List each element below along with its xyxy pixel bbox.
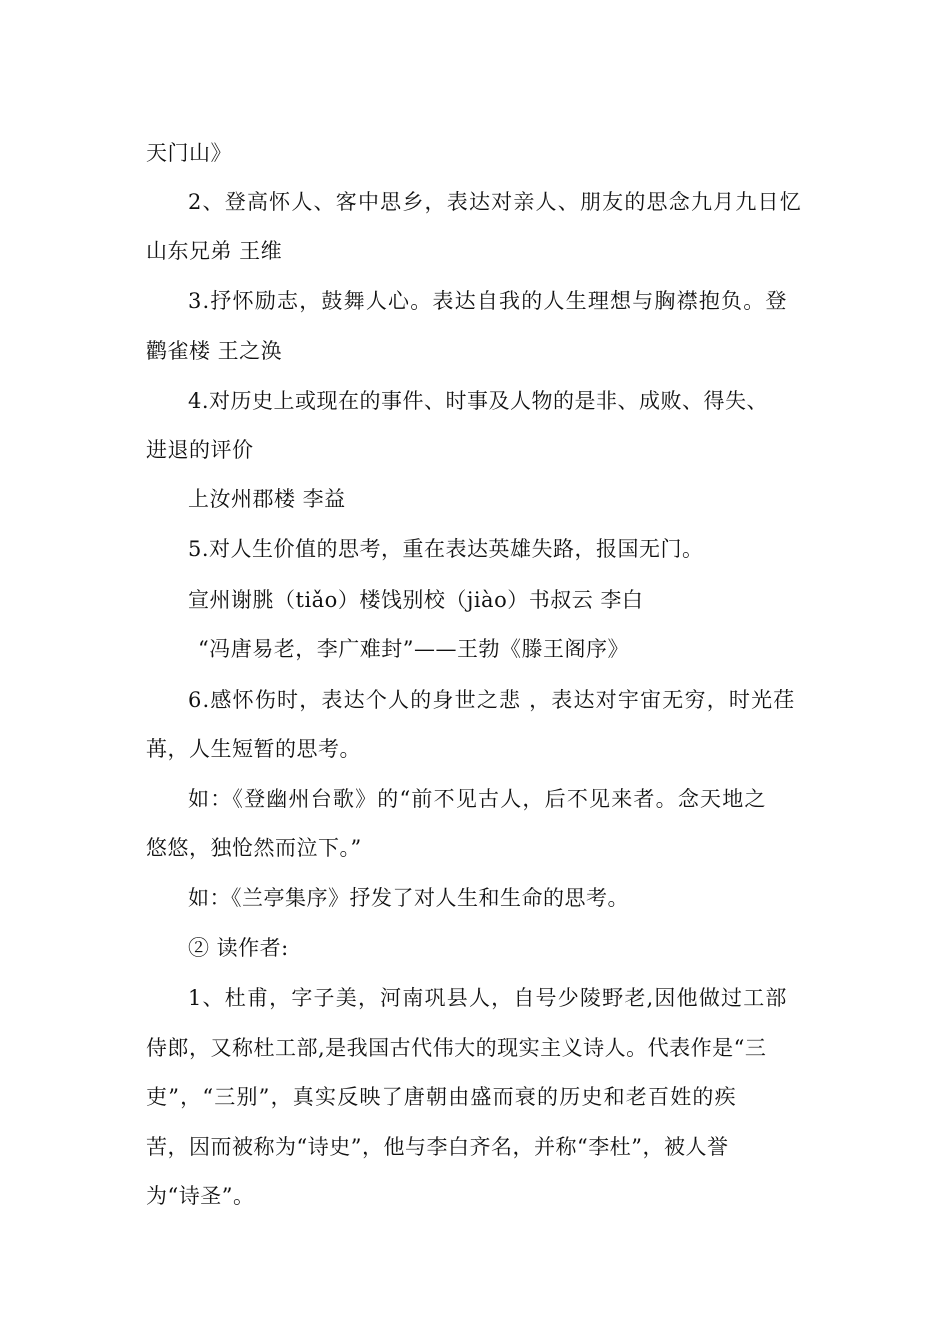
text-line: 侍郎，又称杜工部,是我国古代伟大的现实主义诗人。代表作是“三 xyxy=(146,1036,767,1060)
text-line: 2、登高怀人、客中思乡，表达对亲人、朋友的思念九月九日忆 xyxy=(188,190,802,214)
text-line: 进退的评价 xyxy=(146,438,254,462)
text-line: 如：《登幽州台歌》的“前不见古人，后不见来者。念天地之 xyxy=(188,787,767,811)
text-line: 上汝州郡楼 李益 xyxy=(188,487,346,511)
text-line: 鹳雀楼 王之涣 xyxy=(146,339,283,363)
text-line: 山东兄弟 王维 xyxy=(146,239,283,263)
text-line: 1、杜甫，字子美，河南巩县人，自号少陵野老,因他做过工部 xyxy=(188,986,788,1010)
text-line: 悠悠，独怆然而泣下。” xyxy=(146,836,362,860)
text-line: 3.抒怀励志，鼓舞人心。表达自我的人生理想与胸襟抱负。登 xyxy=(188,289,788,313)
text-line: 吏”，“三别”，真实反映了唐朝由盛而衰的历史和老百姓的疾 xyxy=(146,1085,737,1109)
text-line: “冯唐易老，李广难封”——王勃《滕王阁序》 xyxy=(198,637,629,661)
text-line: 4.对历史上或现在的事件、时事及人物的是非、成败、得失、 xyxy=(188,389,769,413)
text-line: 宣州谢朓（tiǎo）楼饯别校（jiào）书叔云 李白 xyxy=(188,588,644,612)
text-line: 如：《兰亭集序》抒发了对人生和生命的思考。 xyxy=(188,886,629,910)
text-line: 6.感怀伤时，表达个人的身世之悲 ，表达对宇宙无穷，时光荏 xyxy=(188,688,796,712)
text-line: 5.对人生价值的思考，重在表达英雄失路，报国无门。 xyxy=(188,537,704,561)
text-line: ② 读作者: xyxy=(188,936,289,960)
text-line: 苒，人生短暂的思考。 xyxy=(146,737,361,761)
text-line: 苦，因而被称为“诗史”，他与李白齐名，并称“李杜”，被人誉 xyxy=(146,1135,729,1159)
text-line: 天门山》 xyxy=(146,141,232,165)
text-line: 为“诗圣”。 xyxy=(146,1184,255,1208)
